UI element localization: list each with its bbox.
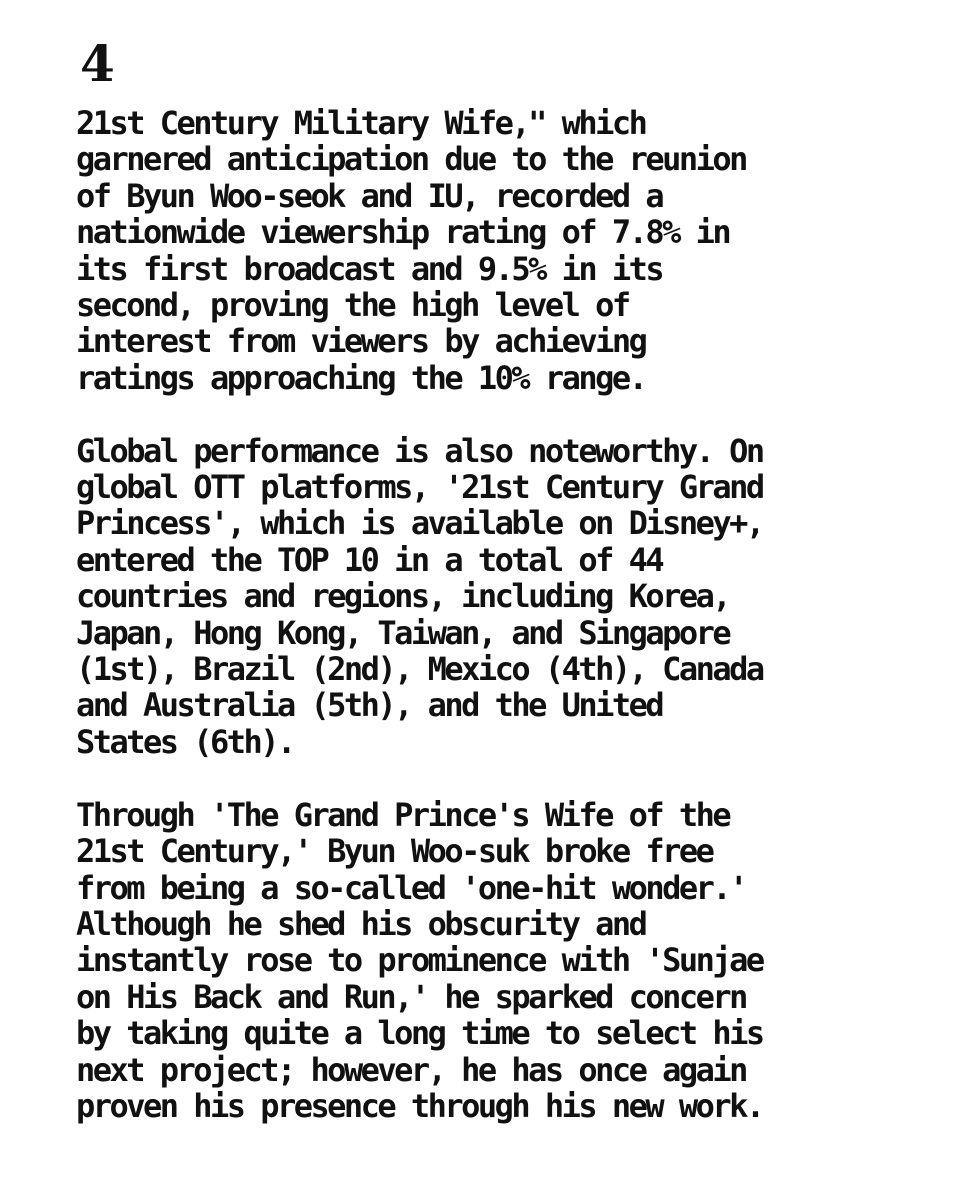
text-line: entered the TOP 10 in a total of 44 bbox=[76, 540, 663, 579]
text-line: nationwide viewership rating of 7.8% in bbox=[76, 213, 730, 252]
text-line: global OTT platforms, '21st Century Grand bbox=[76, 468, 763, 507]
text-line: Japan, Hong Kong, Taiwan, and Singapore bbox=[76, 613, 730, 652]
text-line: and Australia (5th), and the United bbox=[76, 686, 663, 725]
text-line: interest from viewers by achieving bbox=[76, 322, 646, 361]
article-body bbox=[76, 105, 946, 1161]
text-line: by taking quite a long time to select his bbox=[76, 1014, 763, 1053]
text-line: (1st), Brazil (2nd), Mexico (4th), Canada bbox=[76, 650, 763, 689]
text-line: second, proving the high level of bbox=[76, 286, 629, 325]
paragraph-career bbox=[76, 797, 946, 1125]
paragraph-ratings bbox=[76, 105, 946, 396]
text-line: proven his presence through his new work. bbox=[76, 1086, 763, 1125]
page-number: 4 bbox=[80, 34, 115, 93]
text-line: ratings approaching the 10% range. bbox=[76, 358, 646, 397]
text-line: next project; however, he has once again bbox=[76, 1050, 746, 1089]
paragraph-global-performance bbox=[76, 433, 946, 761]
text-line: of Byun Woo-seok and IU, recorded a bbox=[76, 176, 663, 215]
text-line: 21st Century Military Wife," which bbox=[76, 104, 646, 142]
text-line: from being a so-called 'one-hit wonder.' bbox=[76, 868, 746, 907]
text-line: instantly rose to prominence with 'Sunjae bbox=[76, 941, 763, 980]
text-line: Through 'The Grand Prince's Wife of the bbox=[76, 795, 730, 834]
text-line: its first broadcast and 9.5% in its bbox=[76, 249, 663, 288]
text-line: Global performance is also noteworthy. On bbox=[76, 431, 763, 470]
text-line: on His Back and Run,' he sparked concern bbox=[76, 977, 746, 1016]
text-line: Princess', which is available on Disney+, bbox=[76, 504, 763, 543]
text-line: 21st Century,' Byun Woo-suk broke free bbox=[76, 832, 713, 871]
text-line: States (6th). bbox=[76, 722, 294, 761]
text-line: garnered anticipation due to the reunion bbox=[76, 140, 746, 179]
text-line: Although he shed his obscurity and bbox=[76, 904, 646, 943]
text-line: countries and regions, including Korea, bbox=[76, 577, 730, 616]
